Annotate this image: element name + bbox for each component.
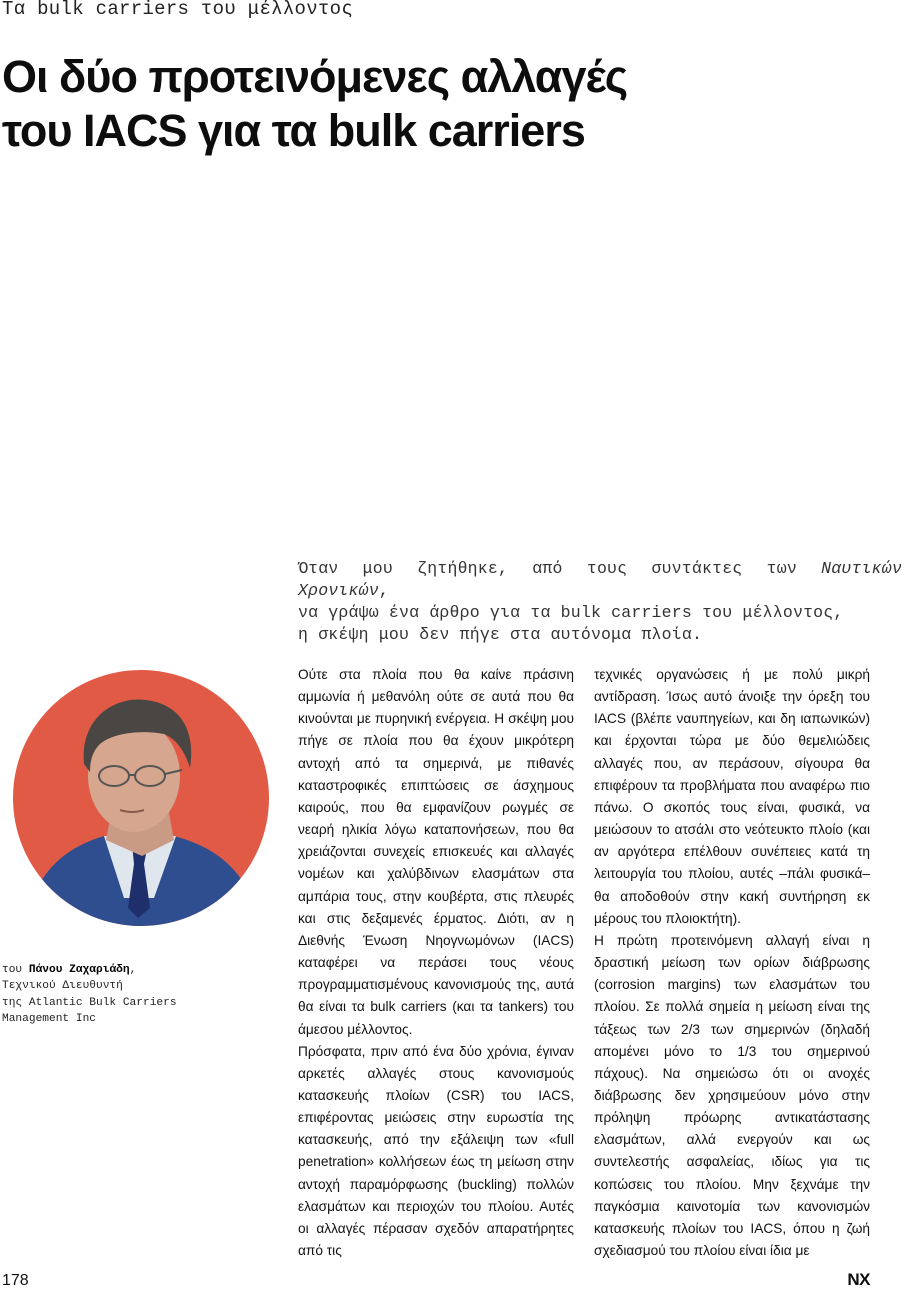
intro-line-1 <box>298 558 902 602</box>
intro-line-1-comma: , <box>378 581 389 600</box>
body-paragraph: Η πρώτη προτεινόμενη αλλαγή είναι η δραστική μείωση των ορίων διάβρωσης (corrosion margins) των ελασμάτων του πλοίου. Σε πολλά σημεία η μείωση είναι της τάξεως των 2/3 των σημερινών (δηλαδή απομένει μόνο το 1/3 του σημερινού πάχους). Να σημειώσω ότι οι ανοχές διάβρωσης δεν χρησιμεύουν μόνο στην πρόληψη πρόωρης αντικατάστασης ελασμάτων, αλλά ενεργούν και ως συντελεστής ασφαλείας, ιδίως για τις κοπώσεις του πλοίου. Μην ξεχνάμε την παγκόσμια καινοτομία των κανονισμών κατασκευής πλοίων του IACS, όπου η ζωή σχεδιασμού του πλοίου είναι ίδια με <box>594 932 870 1259</box>
article-title-line-1: Οι δύο προτεινόμενες αλλαγές <box>2 51 628 102</box>
author-name: Πάνου Ζαχαριάδη <box>28 964 130 976</box>
author-role-line-1: Τεχνικού Διευθυντή <box>2 980 123 993</box>
section-label: Τα bulk carriers του μέλλοντος <box>2 0 354 20</box>
intro-line-1-text: Όταν μου ζητήθηκε, από τους συντάκτες των <box>298 559 797 578</box>
intro-line-2: να γράψω ένα άρθρο για τα bulk carriers του μέλλοντος, <box>298 603 844 622</box>
author-name-line <box>2 962 177 978</box>
body-column-right <box>594 664 870 1262</box>
page-number: 178 <box>2 1272 29 1289</box>
body-paragraph: τεχνικές οργανώσεις ή με πολύ μικρή αντίδραση. Ίσως αυτό άνοιξε την όρεξη του IACS (βλέπε ναυπηγείων, και δη ιαπωνικών) και έρχονται τώρα με δύο θεμελιώδεις αλλαγές που, αν περάσουν, σίγουρα θα επιφέρουν τα προβλήματα που αναφέρω πιο πάνω. Ο σκοπός τους είναι, φυσικά, να μειώσουν το ατσάλι στο νεότευκτο πλοίο (και αν αργότερα επέλθουν συνέπειες κατά τη λειτουργία του πλοίου, αυτές –πάλι φυσικά– θα αποδοθούν στην κακή συντήρηση εκ μέρους του πλοιοκτήτη). <box>594 667 870 926</box>
body-paragraph: Πρόσφατα, πριν από ένα δύο χρόνια, έγιναν αρκετές αλλαγές στους κανονισμούς κατασκευής πλοίων (CSR) του IACS, επιφέροντας μειώσεις στην ευρωστία της κατασκευής, από την εξάλειψη των «full penetration» κολλήσεων έως τη μείωση στην αντοχή παραμόρφωσης (buckling) πολλών ελασμάτων και περιοχών του πλοίου. Αυτές οι αλλαγές πέρασαν σχεδόν απαρατήρητες από τις <box>298 1043 574 1259</box>
author-prefix: του <box>2 964 23 976</box>
author-role-line-3: Management Inc <box>2 1012 96 1025</box>
body-paragraph: Ούτε στα πλοία που θα καίνε πράσινη αμμωνία ή μεθανόλη ούτε σε αυτά που θα κινούνται με πυρηνική ενέργεια. Η σκέψη μου πήγε σε πλοία που θα έχουν μικρότερη αντοχή από τα σημερινά, με πιθανές καταστροφικές επιπτώσεις σε άσχημους καιρούς, που θα εμφανίζουν ρωγμές σε νεαρή ηλικία λόγω καταπονήσεων, που θα χρειάζονται συνεχείς επισκευές και αλλαγές νομέων και χαλύβδινων ελασμάτων στα αμπάρια τους, στην κουβέρτα, στις πλευρές και στις δεξαμενές έρματος. Διότι, αν η Διεθνής Ένωση Νηογνωμόνων (IACS) καταφέρει να περάσει τους νέους προγραμματισμένους κανονισμούς της, αυτά θα είναι τα bulk carriers (και τα tankers) του άμεσου μέλλοντος. <box>298 667 574 1037</box>
article-title-line-2: του IACS για τα bulk carriers <box>2 105 585 156</box>
article-intro <box>298 558 904 646</box>
magazine-name-emphasis: Ναυτικών Χρονικών <box>298 559 902 600</box>
magazine-logo: NX <box>847 1270 870 1289</box>
body-column-left <box>298 664 574 1262</box>
intro-line-3: η σκέψη μου δεν πήγε στα αυτόνομα πλοία. <box>298 625 703 644</box>
author-role-line-2: της Atlantic Bulk Carriers <box>2 996 177 1009</box>
article-title <box>2 50 627 158</box>
author-portrait <box>4 668 278 928</box>
author-caption <box>2 962 177 1027</box>
author-name-comma: , <box>129 964 137 976</box>
